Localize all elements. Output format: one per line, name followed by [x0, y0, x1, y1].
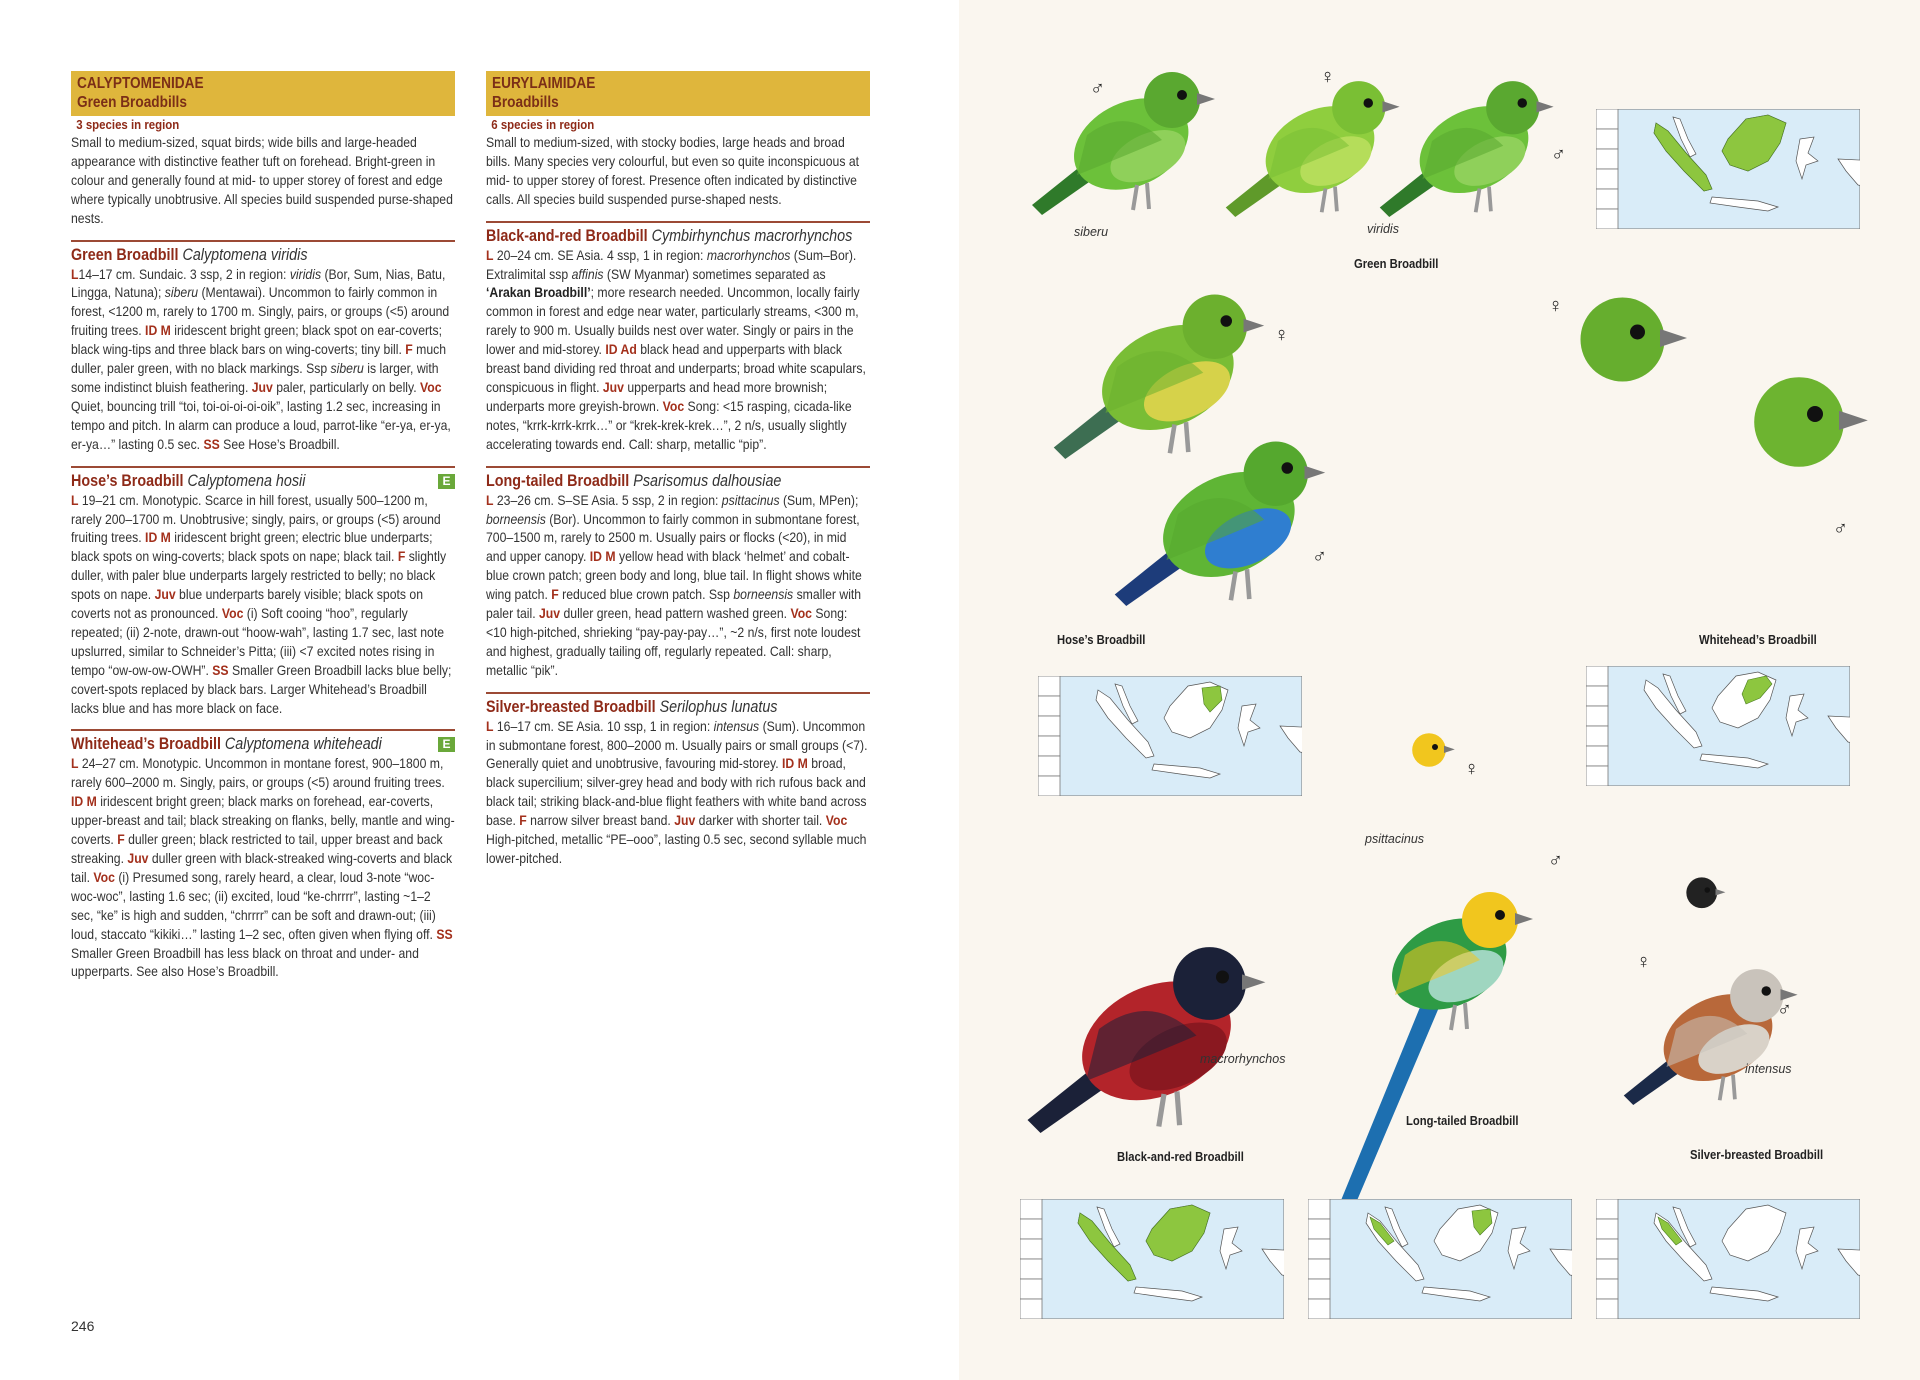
family-header [486, 71, 870, 116]
description-text: 14–17 cm. Sundaic. 3 ssp, 2 in region: [78, 265, 290, 282]
bird-illustration-black-and-red-broadbill [1028, 947, 1266, 1133]
field-key: L [71, 265, 79, 282]
label-long-tailed-broadbill: Long-tailed Broadbill [1406, 1114, 1519, 1128]
field-key: F [551, 586, 559, 603]
italic-term: siberu [164, 284, 199, 301]
description-text: (Bor, Sum, Nias, Batu, Lingga, Natuna); [71, 265, 446, 301]
field-key: L [486, 491, 494, 508]
field-key: Voc [662, 397, 685, 414]
species-scientific-name: Psarisomus dalhousiae [633, 471, 782, 490]
field-key: L [486, 717, 494, 734]
species-account [71, 240, 455, 454]
distribution-map [1586, 666, 1850, 786]
page-number: 246 [71, 1318, 95, 1334]
species-description [486, 717, 870, 868]
species-common-name: Whitehead’s Broadbill [71, 735, 221, 754]
field-key: Voc [221, 605, 244, 622]
family-header [71, 71, 455, 116]
description-text: Smaller Green Broadbill lacks blue belly; covert-spots replaced by black bars. Larger Whitehead’s Broadbill lacks blue and has more black on face. [71, 661, 452, 716]
endemic-badge: E [438, 474, 455, 489]
description-text: 20–24 cm. SE Asia. 4 ssp, 1 in region: [493, 246, 707, 263]
female-symbol: ♀ [1636, 951, 1651, 973]
description-text: much duller, paler green, with no black markings. Ssp [71, 341, 447, 377]
italic-term: viridis [289, 265, 322, 282]
species-common-name: Green Broadbill [71, 245, 179, 264]
field-key: F [397, 548, 406, 565]
description-text: 24–27 cm. Monotypic. Uncommon in montane forest, 900–1800 m, rarely 600–2000 m. Singly, pairs, or groups (<5) around fruiting trees. [71, 755, 445, 791]
label-silver-breasted-broadbill: Silver-breasted Broadbill [1690, 1148, 1824, 1162]
description-text: slightly duller, with paler blue underparts largely restricted to belly; no black spots on nape. [71, 548, 447, 603]
field-key: ID M [145, 322, 171, 339]
male-symbol: ♂ [1090, 78, 1105, 100]
description-text: High-pitched, metallic “PE–ooo”, lasting 0.5 sec, second syllable much lower-pitched. [486, 831, 867, 866]
italic-term: borneensis [486, 510, 546, 527]
family-common-name: Broadbills [492, 94, 559, 111]
bird-illustration-hoses-broadbill-male [1115, 442, 1325, 606]
female-symbol: ♀ [1274, 324, 1289, 346]
description-text: (Bor). Uncommon to fairly common in submontane forest, 700–1500 m, rarely to 2500 m. Usually pairs or flocks (<20), in mid and upper canopy. [486, 510, 860, 565]
description-text: (i) Presumed song, rarely heard, a clear, loud 3-note “woc-woc-woc”, lasting 1.6 sec; (ii) excited, loud “ke-chrrrr”, lasting ~1–2 sec, “ke” is high and sudden, “chrrrr” can be soft and drawn-out; (iii) loud, staccato “kikiki…” lasting 1–2 sec, often given when flying off. [71, 868, 437, 942]
species-scientific-name: Serilophus lunatus [659, 697, 778, 716]
species-scientific-name: Calyptomena hosii [187, 471, 306, 490]
species-common-name: Long-tailed Broadbill [486, 471, 630, 490]
family-column-eurylaimidae [486, 71, 870, 868]
species-account [71, 466, 455, 718]
field-key: SS [212, 661, 229, 678]
species-account [486, 692, 870, 868]
label-psittacinus: psittacinus [1365, 832, 1425, 846]
species-common-name: Silver-breasted Broadbill [486, 697, 656, 716]
field-key: ID M [145, 529, 171, 546]
family-name: CALYPTOMENIDAE [77, 75, 204, 92]
italic-term: psittacinus [721, 491, 780, 508]
distribution-map [1020, 1199, 1284, 1319]
description-text: paler, particularly on belly. [272, 378, 421, 395]
species-account [71, 729, 455, 981]
description-text: duller green with black-streaked wing-coverts and black tail. [71, 850, 453, 885]
species-scientific-name: Cymbirhynchus macrorhynchos [651, 226, 853, 245]
italic-term: intensus [713, 717, 760, 734]
field-key: SS [203, 435, 220, 452]
label-green-broadbill: Green Broadbill [1354, 257, 1439, 271]
italic-term: siberu [330, 360, 364, 377]
field-key: ID Ad [605, 341, 637, 358]
description-text: Song: <10 high-pitched, shrieking “pay-pay-pay…”, ~2 n/s, first note loudest and highest, gradually tailing off, regularly repeated. Call: sharp, metallic “pik”. [486, 605, 861, 678]
description-text: Quiet, bouncing trill “toi, toi-oi-oi-oi-oik”, lasting 1.2 sec, increasing in tempo and pitch. In alarm can produce a loud, parrot-like “er-ya, er-ya, er-ya…” lasting 0.5 sec. [71, 397, 451, 452]
field-key: Juv [602, 378, 624, 395]
plate-page [959, 0, 1920, 1380]
field-key: ID M [589, 548, 616, 565]
description-text: smaller with paler tail. [486, 586, 862, 622]
field-key: Voc [420, 378, 442, 395]
description-text: iridescent bright green; black spot on ear-coverts; black wing-tips and three black bars on wing-coverts; tiny bill. [71, 322, 442, 358]
field-key: Voc [825, 812, 848, 829]
label-viridis: viridis [1367, 222, 1399, 236]
species-description [71, 754, 455, 981]
description-text: black head and upperparts with black breast band dividing red throat and underparts; broad white scapulars, conspicuous in flight. [486, 341, 866, 395]
description-text: 19–21 cm. Monotypic. Scarce in hill forest, usually 500–1200 m, rarely 200–1700 m. Unobtrusive; singly, pairs, or groups (<5) around fruiting trees. [71, 491, 441, 546]
distribution-map [1038, 676, 1302, 796]
description-text: duller green; black restricted to tail, upper breast and back streaking. [71, 831, 443, 866]
description-text: yellow head with black ‘helmet’ and cobalt-blue crown patch; green body and long, blue tail. In flight shows white wing patch. [486, 548, 862, 603]
field-key: ID M [782, 755, 808, 772]
description-text: blue underparts barely visible; black spots on coverts not as pronounced. [71, 586, 423, 622]
field-key: SS [436, 925, 453, 942]
endemic-badge: E [438, 737, 455, 752]
bird-illustration-green-broadbill-male [1380, 81, 1554, 217]
bird-illustration-green-broadbill-female [1226, 81, 1400, 217]
description-text: narrow silver breast band. [526, 812, 675, 829]
species-scientific-name: Calyptomena whiteheadi [224, 735, 382, 754]
description-text: (Sum, MPen); [779, 491, 859, 508]
description-text: See Hose’s Broadbill. [219, 435, 340, 452]
family-name: EURYLAIMIDAE [492, 75, 596, 92]
bird-illustration-whiteheads-broadbill-female [1581, 298, 1688, 382]
description-text: duller green, head pattern washed green. [560, 605, 791, 622]
field-key: ID M [71, 793, 97, 810]
bird-illustration-silver-breasted-broadbill-male [1624, 969, 1798, 1105]
species-count: 3 species in region [76, 117, 180, 132]
male-symbol: ♂ [1312, 546, 1327, 568]
bird-illustration-silver-breasted-broadbill-head-female [1686, 877, 1725, 908]
description-text: is larger, with some indistinct bluish feathering. [71, 360, 439, 395]
description-text: Smaller Green Broadbill has less black on throat and under- and upperparts. See also Hose’s Broadbill. [71, 944, 419, 980]
species-title [486, 697, 870, 717]
bold-term: ‘Arakan Broadbill’ [486, 284, 591, 301]
bird-illustration-green-broadbill-siberu-male [1032, 72, 1215, 215]
species-account [486, 221, 870, 454]
male-symbol: ♂ [1833, 518, 1848, 540]
species-title [71, 245, 455, 265]
italic-term: affinis [571, 265, 604, 282]
field-key: L [71, 491, 79, 508]
description-text: upperparts and head more brownish; underparts more greyish-brown. [486, 378, 828, 414]
bird-illustration-whiteheads-broadbill-male [1754, 377, 1868, 467]
description-text: 23–26 cm. S–SE Asia. 5 ssp, 2 in region: [493, 491, 722, 508]
field-key: Juv [127, 850, 149, 866]
field-key: Juv [674, 812, 696, 829]
male-symbol: ♂ [1777, 999, 1792, 1021]
species-title [71, 734, 455, 754]
species-title [486, 226, 870, 246]
family-column-calyptomenidae [71, 71, 455, 981]
field-key: Voc [790, 605, 812, 622]
female-symbol: ♀ [1548, 295, 1563, 317]
species-description [71, 491, 455, 718]
description-text: 16–17 cm. SE Asia. 10 ssp, 1 in region: [493, 717, 714, 734]
description-text: (i) Soft cooing “hoo”, regularly repeated; (ii) 2-note, drawn-out “hoow-wah”, lasting 1.7 sec, last note upslurred, similar to Schneider’s Pitta; (iii) <7 excited notes rising in tempo “ow-ow-ow-OWH”. [71, 605, 445, 678]
family-common-name: Green Broadbills [77, 94, 187, 111]
species-description [71, 265, 455, 454]
label-hoses-broadbill: Hose’s Broadbill [1057, 633, 1146, 647]
label-macrorhynchos: macrorhynchos [1200, 1052, 1286, 1066]
distribution-map [1596, 109, 1860, 229]
species-scientific-name: Calyptomena viridis [182, 245, 308, 264]
species-count: 6 species in region [491, 117, 595, 132]
field-key: Juv [154, 586, 176, 603]
female-symbol: ♀ [1464, 758, 1479, 780]
label-black-and-red-broadbill: Black-and-red Broadbill [1117, 1150, 1244, 1164]
species-title [71, 471, 455, 491]
italic-term: macrorhynchos [706, 246, 791, 263]
field-key: Voc [93, 868, 115, 885]
species-description [486, 491, 870, 680]
field-key: F [117, 831, 125, 848]
species-description [486, 246, 870, 454]
label-siberu: siberu [1074, 225, 1109, 239]
description-text: Song: <15 rasping, cicada-like notes, “krrk-krrk-krrk…” or “krek-krek-krek…”, 2 n/s, usually slightly accelerating towards end. Call: sharp, metallic “pip”. [486, 397, 852, 452]
italic-term: borneensis [733, 586, 794, 603]
male-symbol: ♂ [1548, 850, 1563, 872]
bird-illustration-long-tailed-broadbill-male [1335, 892, 1533, 1217]
description-text: reduced blue crown patch. Ssp [558, 586, 734, 603]
description-text: iridescent bright green; black marks on forehead, ear-coverts, upper-breast and tail; black streaking on flanks, belly, mantle and wing-coverts. [71, 793, 455, 848]
left-page [0, 0, 959, 1380]
male-symbol: ♂ [1551, 144, 1566, 166]
distribution-map [1308, 1199, 1572, 1319]
species-title [486, 471, 870, 491]
family-intro: Small to medium-sized, squat birds; wide bills and large-headed appearance with distinctive feather tuft on forehead. Bright-green in colour and generally found at mid- to upper storey of forest and edge where typically unobtrusive. All species build suspended purse-shaped nests. [71, 134, 453, 226]
description-text: (SW Myanmar) sometimes separated as [603, 265, 826, 282]
description-text: broad, black supercilium; silver-grey head and body with rich rufous back and black tail; striking black-and-blue flight feathers with white band across base. [486, 755, 867, 829]
description-text: iridescent bright green; electric blue underparts; black spots on wing-coverts; black spots on nape; black tail. [71, 529, 433, 565]
field-key: L [486, 246, 494, 263]
description-text: (Mentawai). Uncommon to fairly common in forest, <1200 m, rarely to 1700 m. Singly, pairs, or groups (<5) around fruiting trees. [71, 284, 450, 339]
species-common-name: Hose’s Broadbill [71, 471, 184, 490]
bird-illustration-long-tailed-broadbill-head-female [1412, 733, 1455, 767]
species-account [486, 466, 870, 680]
field-key: F [519, 812, 527, 829]
description-text: darker with shorter tail. [695, 812, 826, 829]
family-intro: Small to medium-sized, with stocky bodies, large heads and broad bills. Many species very colourful, but even so quite inconspicuous at mid- to upper storey of forest. Presence often indicated by distinctive calls. All species build suspended purse-shaped nests. [486, 134, 860, 207]
bird-illustration-hoses-broadbill-female [1054, 295, 1264, 459]
species-common-name: Black-and-red Broadbill [486, 226, 648, 245]
description-text: (Sum). Uncommon in submontane forest, 800–2000 m. Usually pairs or small groups (<7). Generally quiet and unobtrusive, favouring mid-storey. [486, 717, 868, 772]
description-text: (Sum–Bor). Extralimital ssp [486, 246, 857, 282]
field-key: L [71, 755, 79, 772]
description-text: ; more research needed. Uncommon, locally fairly common in forest and edge near water, particularly streams, <300 m, rarely to 900 m. Usually builds nest over water. Singly or pairs in the lower and mid-storey. [486, 284, 860, 358]
field-key: Juv [251, 378, 273, 395]
field-key: Juv [539, 605, 561, 622]
label-intensus: intensus [1745, 1062, 1792, 1076]
label-whiteheads-broadbill: Whitehead’s Broadbill [1699, 633, 1817, 647]
field-key: F [405, 341, 413, 358]
female-symbol: ♀ [1320, 66, 1335, 88]
distribution-map [1596, 1199, 1860, 1319]
